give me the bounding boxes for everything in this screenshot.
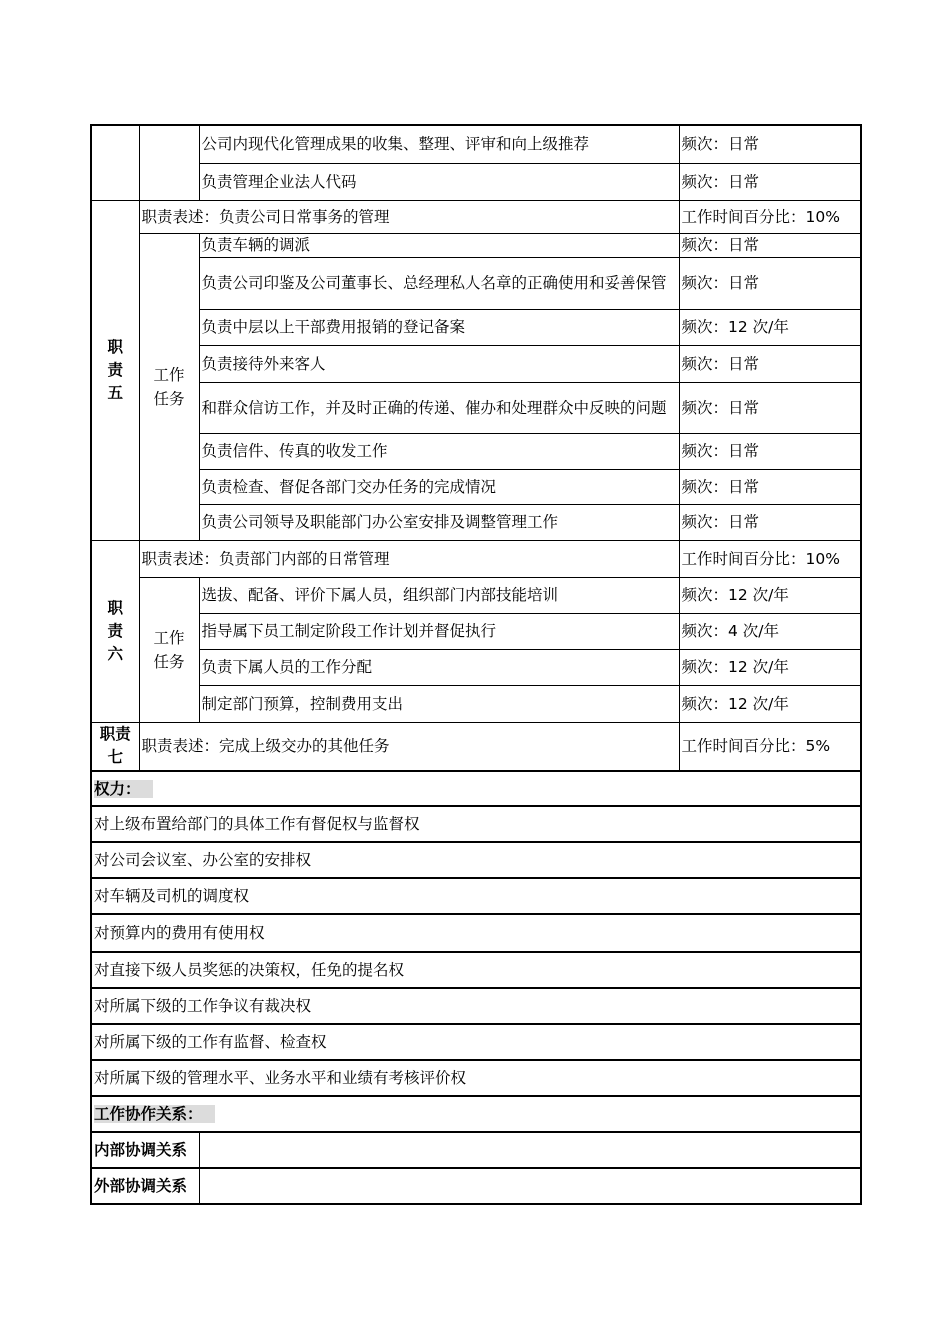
- duty-6-label: 职 责 六: [91, 540, 139, 722]
- authority-row: [91, 878, 861, 914]
- internal-coordination-value: [199, 1132, 861, 1168]
- task-frequency: 频次：12 次/年: [679, 309, 861, 345]
- task-label-cell: [139, 125, 199, 200]
- task-text: 公司内现代化管理成果的收集、整理、评审和向上级推荐: [199, 125, 679, 163]
- authority-header: 权力：: [91, 771, 861, 806]
- task-frequency: 频次：4 次/年: [679, 613, 861, 649]
- task-text: 负责车辆的调派: [199, 233, 679, 257]
- duty-description: 职责表述：负责公司日常事务的管理: [139, 200, 679, 233]
- task-row: [91, 233, 861, 257]
- authority-item: 对预算内的费用有使用权: [91, 914, 861, 952]
- task-text: 负责下属人员的工作分配: [199, 649, 679, 685]
- authority-header-row: [91, 771, 861, 806]
- task-row: [91, 125, 861, 163]
- cooperation-header: 工作协作关系：: [91, 1096, 861, 1132]
- duty-5-task-label: 工作 任务: [139, 233, 199, 540]
- duty-description-row: [91, 722, 861, 771]
- task-row: [91, 613, 861, 649]
- task-text: 选拔、配备、评价下属人员，组织部门内部技能培训: [199, 577, 679, 613]
- authority-row: [91, 842, 861, 878]
- task-frequency: 频次：日常: [679, 469, 861, 504]
- authority-row: [91, 914, 861, 952]
- task-text: 负责信件、传真的收发工作: [199, 433, 679, 469]
- task-frequency: 频次：12 次/年: [679, 685, 861, 722]
- task-text: 负责接待外来客人: [199, 345, 679, 382]
- duty-description-row: [91, 540, 861, 577]
- task-frequency: 频次：日常: [679, 163, 861, 200]
- authority-item: 对车辆及司机的调度权: [91, 878, 861, 914]
- duty-label-cell: [91, 125, 139, 200]
- authority-item: 对公司会议室、办公室的安排权: [91, 842, 861, 878]
- work-time-percentage: 工作时间百分比：10%: [679, 540, 861, 577]
- internal-coordination-row: [91, 1132, 861, 1168]
- task-frequency: 频次：日常: [679, 257, 861, 309]
- cooperation-header-row: [91, 1096, 861, 1132]
- authority-item: 对所属下级的工作有监督、检查权: [91, 1024, 861, 1060]
- task-text: 负责检查、督促各部门交办任务的完成情况: [199, 469, 679, 504]
- task-frequency: 频次：日常: [679, 504, 861, 540]
- duty-description-row: [91, 200, 861, 233]
- authority-row: [91, 1024, 861, 1060]
- external-coordination-label: 外部协调关系: [91, 1168, 199, 1204]
- external-coordination-value: [199, 1168, 861, 1204]
- duty-5-label: 职 责 五: [91, 200, 139, 540]
- task-row: [91, 163, 861, 200]
- task-row: [91, 309, 861, 345]
- duty-description: 职责表述：完成上级交办的其他任务: [139, 722, 679, 771]
- task-frequency: 频次：日常: [679, 433, 861, 469]
- task-frequency: 频次：12 次/年: [679, 577, 861, 613]
- task-text: 制定部门预算，控制费用支出: [199, 685, 679, 722]
- external-coordination-row: [91, 1168, 861, 1204]
- task-row: [91, 469, 861, 504]
- duty-7-label: 职责 七: [91, 722, 139, 771]
- duty-description: 职责表述：负责部门内部的日常管理: [139, 540, 679, 577]
- internal-coordination-label: 内部协调关系: [91, 1132, 199, 1168]
- authority-row: [91, 952, 861, 988]
- task-frequency: 频次：12 次/年: [679, 649, 861, 685]
- duty-6-task-label: 工作 任务: [139, 577, 199, 722]
- task-row: [91, 257, 861, 309]
- job-duties-table: [90, 124, 862, 1205]
- authority-row: [91, 1060, 861, 1096]
- task-frequency: 频次：日常: [679, 125, 861, 163]
- task-row: [91, 649, 861, 685]
- work-time-percentage: 工作时间百分比：10%: [679, 200, 861, 233]
- authority-item: 对所属下级的管理水平、业务水平和业绩有考核评价权: [91, 1060, 861, 1096]
- work-time-percentage: 工作时间百分比：5%: [679, 722, 861, 771]
- task-text: 负责中层以上干部费用报销的登记备案: [199, 309, 679, 345]
- authority-row: [91, 988, 861, 1024]
- task-text: 负责公司领导及职能部门办公室安排及调整管理工作: [199, 504, 679, 540]
- task-frequency: 频次：日常: [679, 233, 861, 257]
- job-description-page: [90, 124, 860, 1205]
- task-text: 负责公司印鉴及公司董事长、总经理私人名章的正确使用和妥善保管: [199, 257, 679, 309]
- task-frequency: 频次：日常: [679, 382, 861, 433]
- task-row: [91, 504, 861, 540]
- authority-item: 对所属下级的工作争议有裁决权: [91, 988, 861, 1024]
- task-row: [91, 577, 861, 613]
- task-row: [91, 433, 861, 469]
- authority-item: 对直接下级人员奖惩的决策权，任免的提名权: [91, 952, 861, 988]
- task-row: [91, 685, 861, 722]
- authority-item: 对上级布置给部门的具体工作有督促权与监督权: [91, 806, 861, 842]
- task-frequency: 频次：日常: [679, 345, 861, 382]
- task-text: 负责管理企业法人代码: [199, 163, 679, 200]
- authority-row: [91, 806, 861, 842]
- task-row: [91, 382, 861, 433]
- task-text: 指导属下员工制定阶段工作计划并督促执行: [199, 613, 679, 649]
- task-row: [91, 345, 861, 382]
- task-text: 和群众信访工作，并及时正确的传递、催办和处理群众中反映的问题: [199, 382, 679, 433]
